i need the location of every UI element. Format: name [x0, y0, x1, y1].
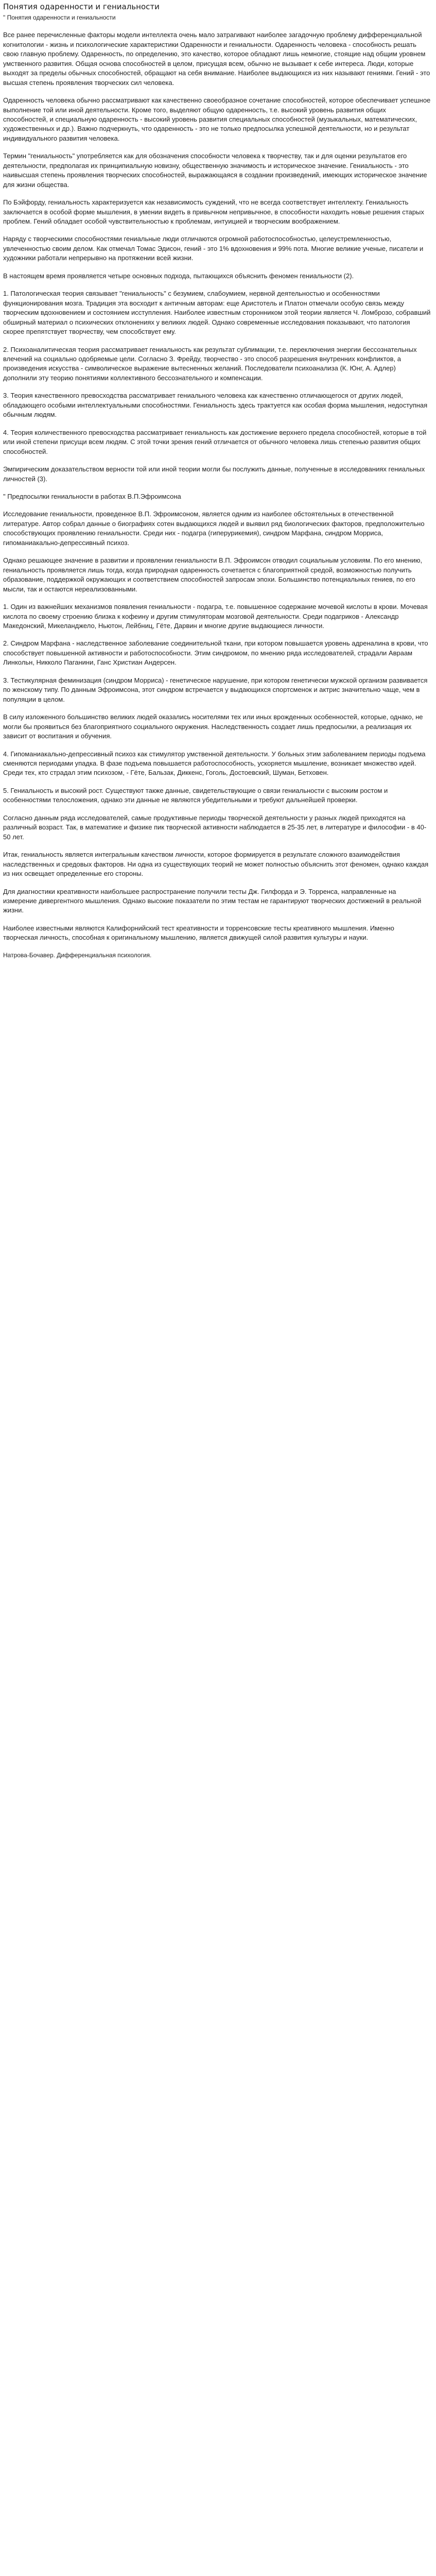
paragraph: Наряду с творческими способностями гениальные люди отличаются огромной работоспособностью, целеустремленностью, увлеченностью своим делом. Как отмечал Томас Эдисон, гений - это 1% вдохновения и 99% пота. Многие великие ученые, писатели и художники работали непрерывно на протяжении всей жизни. [3, 235, 424, 262]
paragraph: Одаренность человека обычно рассматривают как качественно своеобразное сочетание способностей, которое обеспечивает успешное выполнение той или иной деятельности. Кроме того, выделяют общую одаренность, т.е. высокий уровень развития общих способностей, и специальную одаренность - высокий уровень развития специальных способностей (музыкальных, математических, художественных и др.). Важно подчеркнуть, что одаренность - это не только предпосылка успешной деятельности, но и результат индивидуального развития человека. [3, 96, 431, 142]
paragraph: 2. Психоаналитическая теория рассматривает гениальность как результат сублимации, т.е. переключения энергии бессознательных влечений на социально одобряемые цели. Согласно З. Фрейду, творчество - это способ разрешения внутренних конфликтов, а произведения искусства - символическое выражение вытесненных желаний. Последователи психоанализа (К. Юнг, А. Адлер) дополнили эту теорию понятиями коллективного бессознательного и компенсации. [3, 345, 417, 382]
page-subtitle: " Понятия одаренности и гениальности [3, 14, 116, 22]
paragraph: Эмпирическим доказательством верности той или иной теории могли бы послужить данные, полученные в исследованиях гениальных личностей (3). [3, 465, 425, 483]
paragraph: 1. Один из важнейших механизмов появления гениальности - подагра, т.е. повышенное содержание мочевой кислоты в крови. Мочевая кислота по своему строению близка к кофеину и другим стимуляторам мозговой деятельности. Среди подагриков - Александр Македонский, Микеланджело, Ньютон, Лейбниц, Гёте, Дарвин и многие другие выдающиеся личности. [3, 603, 428, 630]
article-body [3, 30, 431, 942]
paragraph: Наиболее известными являются Калифорнийский тест креативности и торренсовские тесты креативного мышления. Именно творческая личность, способная к оригинальному мышлению, является движущей силой развития культуры и науки. [3, 924, 394, 942]
paragraph: Исследование гениальности, проведенное В.П. Эфроимсоном, является одним из наиболее обстоятельных в отечественной литературе. Автор собрал данные о биографиях сотен выдающихся людей и выявил ряд биологических факторов, предположительно способствующих проявлению гениальности. Среди них - подагра (гиперурикемия), синдром Марфана, синдром Морриса, гипоманиакально-депрессивный психоз. [3, 510, 425, 547]
page-title: Понятия одаренности и гениальности [3, 2, 160, 11]
paragraph: Для диагностики креативности наибольшее распространение получили тесты Дж. Гилфорда и Э. Торренса, направленные на измерение дивергентного мышления. Однако высокие показатели по этим тестам не гарантируют творческих достижений в реальной жизни. [3, 887, 422, 914]
paragraph: Итак, гениальность является интегральным качеством личности, которое формируется в результате сложного взаимодействия наследственных и средовых факторов. Ни одна из существующих теорий не может полностью объяснить этот феномен, однако каждая из них освещает определенные его стороны. [3, 851, 429, 878]
paragraph: 4. Гипоманиакально-депрессивный психоз как стимулятор умственной деятельности. У больных этим заболеванием периоды подъема сменяются периодами упадка. В фазе подъема повышается работоспособность, ускоряется мышление, возникает множество идей. Среди тех, кто страдал этим психозом, - Гёте, Бальзак, Диккенс, Гоголь, Достоевский, Шуман, Бетховен. [3, 750, 426, 777]
paragraph: Все ранее перечисленные факторы модели интеллекта очень мало затрагивают наиболее загадочную проблему дифференциальной когнитологии - жизнь и психологические характеристики Одаренности и гениальности. Одаренность человека - способность решать свою главную проблему. Одаренность, по определению, это качество, которое обладают лишь немногие, стоящие над общим уровнем умственного развития. Общая основа способностей в целом, присущая всем, обычно не вызывает к себе интереса. Люди, которые выходят за пределы обычных способностей, обращают на себя внимание. Наиболее выдающихся из них называют гениями. Гений - это высшая степень проявления творческих сил человека. [3, 31, 430, 87]
paragraph: 3. Теория качественного превосходства рассматривает гениального человека как качественно отличающегося от других людей, обладающего особыми интеллектуальными способностями. Гениальность здесь трактуется как особая форма мышления, недоступная обычным людям. [3, 392, 428, 419]
paragraph: По Бэйфорду, гениальность характеризуется как независимость суждений, что не всегда соответствует интеллекту. Гениальность заключается в особой форме мышления, в умении видеть в привычном непривычное, в способности находить новые решения старых проблем. Гений обладает особой чувствительностью к проблемам, интуицией и творческим воображением. [3, 198, 424, 226]
paragraph: Однако решающее значение в развитии и проявлении гениальности В.П. Эфроимсон отводил социальным условиям. По его мнению, гениальность проявляется лишь тогда, когда природная одаренность сочетается с благоприятной средой, возможностью получить образование, поддержкой окружающих и соответствием способностей запросам эпохи. Большинство потенциальных гениев, по его мысли, так и остаются нереализованными. [3, 556, 423, 593]
source-citation: Натрова-Бочавер. Дифференциальная психология. [3, 951, 152, 959]
paragraph: 1. Патологическая теория связывает "гениальность" с безумием, слабоумием, нервной деятельностью и особенностями функционирования мозга. Традиция эта восходит к античным авторам: еще Аристотель и Платон отмечали особую связь между творческим вдохновением и состоянием исступления. Наиболее известным сторонником этой теории является Ч. Ломброзо, собравший обширный материал о психических отклонениях у великих людей. Однако современные исследования показывают, что патология скорее препятствует творчеству, чем способствует ему. [3, 290, 431, 336]
paragraph: 2. Синдром Марфана - наследственное заболевание соединительной ткани, при котором повышается уровень адреналина в крови, что способствует повышенной активности и работоспособности. Этим синдромом, по мнению ряда исследователей, страдали Авраам Линкольн, Никколо Паганини, Ганс Христиан Андерсен. [3, 639, 428, 667]
paragraph: В силу изложенного большинство великих людей оказались носителями тех или иных врожденных особенностей, которые, однако, не могли бы проявиться без благоприятного социального окружения. Наследственность создает лишь предпосылки, а реализация их зависит от воспитания и обучения. [3, 713, 423, 740]
paragraph: 5. Гениальность и высокий рост. Существуют также данные, свидетельствующие о связи гениальности с высоким ростом и особенностями телосложения, однако эти данные не являются убедительными и требуют дальнейшей проверки. [3, 786, 388, 804]
paragraph: Термин "гениальность" употребляется как для обозначения способности человека к творчеству, так и для оценки результатов его деятельности, предполагая их принципиальную новизну, общественную значимость и историческое значение. Гениальность - это наивысшая степень проявления творческих способностей, выражающаяся в создании произведений, имеющих историческое значение для жизни общества. [3, 152, 427, 189]
paragraph: В настоящем время проявляется четыре основных подхода, пытающихся объяснить феномен гениальности (2). [3, 272, 354, 280]
document-page [0, 0, 436, 965]
paragraph: 4. Теория количественного превосходства рассматривает гениальность как достижение верхнего предела способностей, которые в той или иной степени присущи всем людям. С этой точки зрения гений отличается от обычного человека лишь степенью развития общих способностей. [3, 428, 427, 455]
paragraph: 3. Тестикулярная феминизация (синдром Морриса) - генетическое нарушение, при котором генетически мужской организм развивается по женскому типу. По данным Эфроимсона, этот синдром встречается у выдающихся спортсменок и актрис значительно чаще, чем в популяции в целом. [3, 676, 428, 703]
paragraph: Согласно данным ряда исследователей, самые продуктивные периоды творческой деятельности у разных людей приходятся на различный возраст. Так, в математике и физике пик творческой активности наблюдается в 25-35 лет, в литературе и философии - в 40-50 лет. [3, 814, 427, 841]
paragraph: " Предпосылки гениальности в работах В.П.Эфроимсона [3, 493, 181, 500]
